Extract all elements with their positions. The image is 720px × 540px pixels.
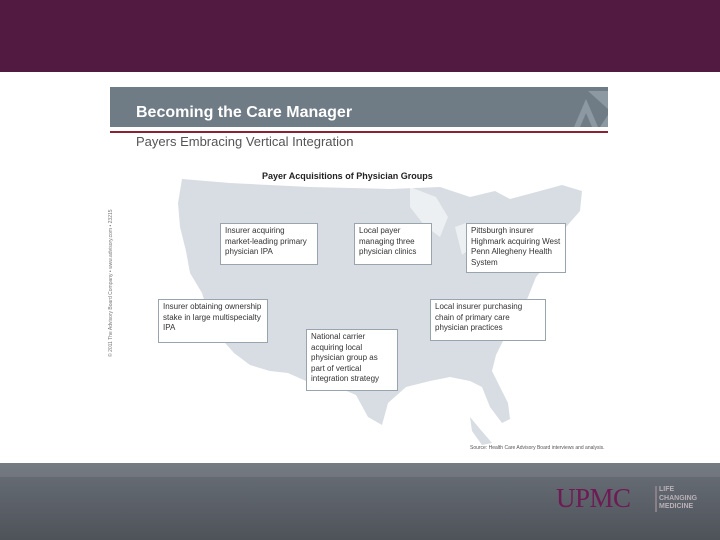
tagline-line-1: LIFE: [659, 486, 675, 493]
tagline-line-3: MEDICINE: [659, 503, 694, 510]
callout-west-ipa: Insurer acquiring market-leading primary physician IPA: [220, 223, 318, 265]
tagline-line-2: CHANGING: [659, 494, 698, 502]
copyright-note: © 2011 The Advisory Board Company • www.advisory.com • 23215: [108, 209, 114, 357]
callout-primary-care-chain: Local insurer purchasing chain of primary care physician practices: [430, 299, 546, 341]
callout-highmark: Pittsburgh insurer Highmark acquiring West Penn Allegheny Health System: [466, 223, 566, 273]
slide-image: [110, 87, 608, 463]
map-title: Payer Acquisitions of Physician Groups: [262, 171, 433, 181]
slide-subtitle: Payers Embracing Vertical Integration: [136, 134, 354, 149]
logo-wordmark: UPMC: [556, 483, 631, 513]
upmc-logo[interactable]: [556, 483, 706, 517]
callout-national-carrier: National carrier acquiring local physician group as part of vertical integration strategy: [306, 329, 398, 391]
top-band: [0, 0, 720, 72]
source-note: Source: Health Care Advisory Board interviews and analysis.: [470, 445, 605, 451]
slide-title: Becoming the Care Manager: [136, 104, 353, 121]
us-map: [110, 87, 608, 463]
logo-tagline: [659, 486, 697, 512]
callout-three-clinics: Local payer managing three physician clinics: [354, 223, 432, 265]
logo-divider: [655, 486, 657, 512]
callout-multispecialty-ipa: Insurer obtaining ownership stake in large multispecialty IPA: [158, 299, 268, 343]
